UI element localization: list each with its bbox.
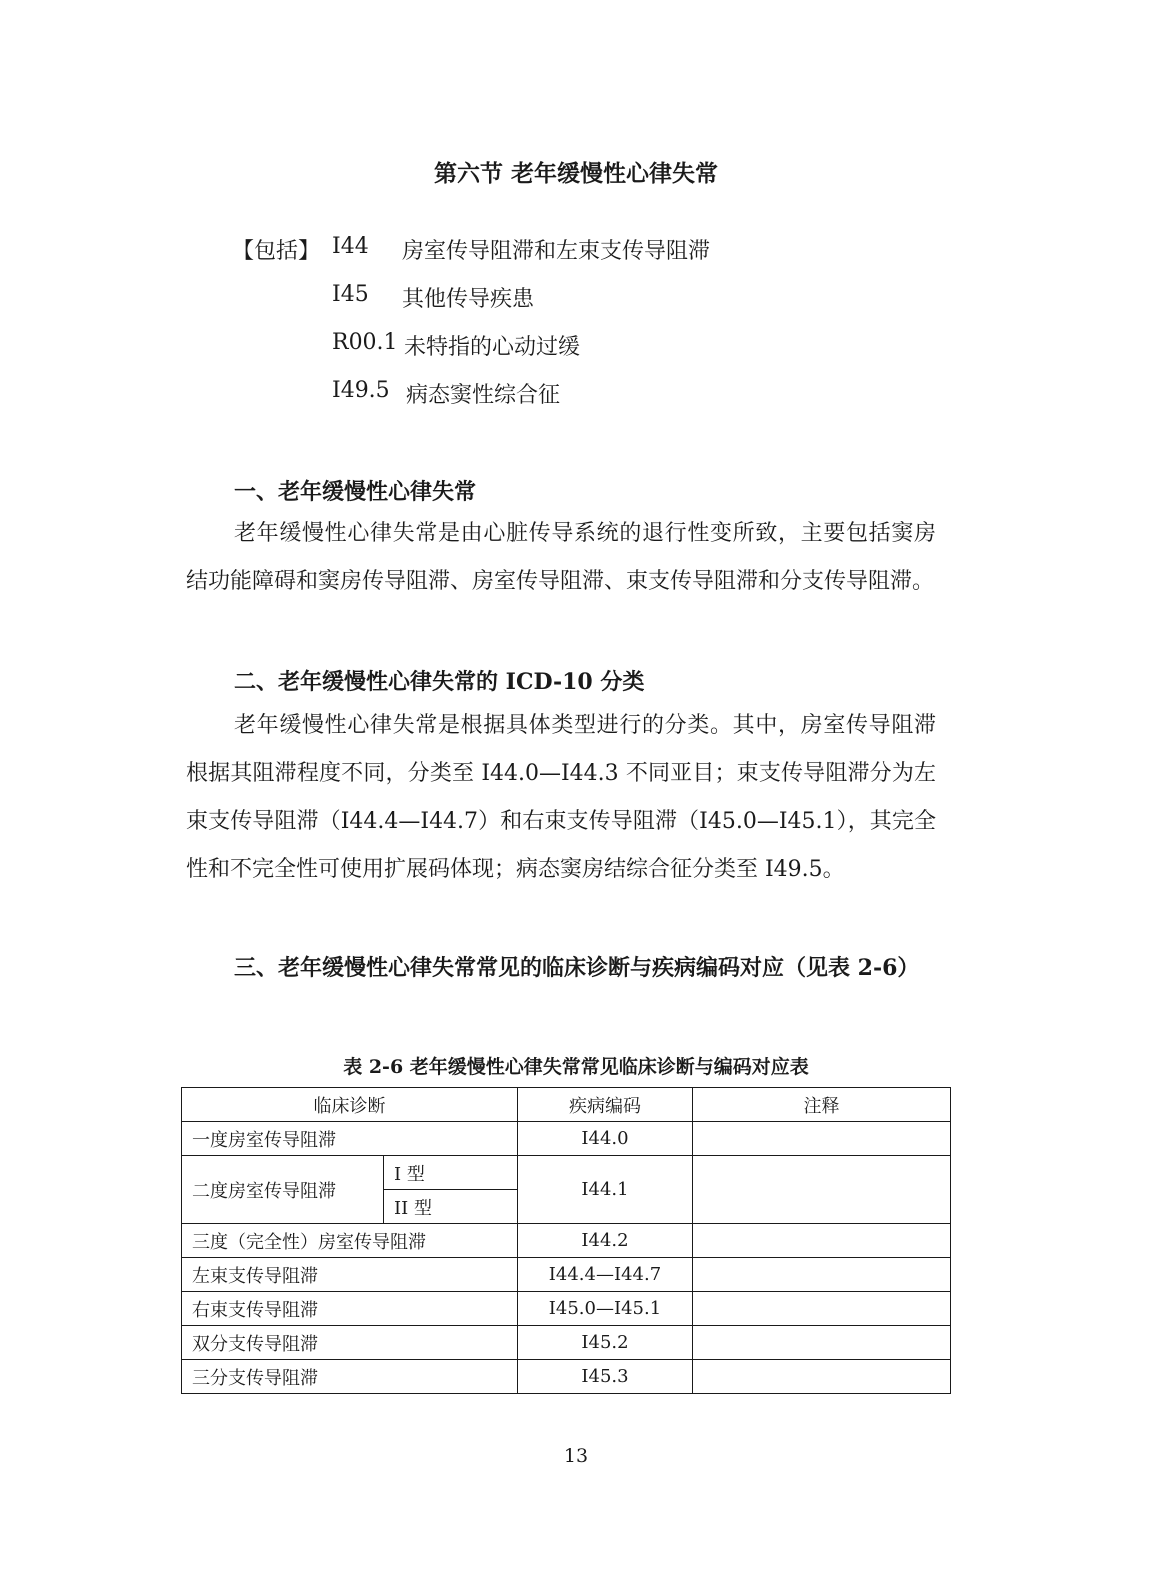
includes-label: 【包括】 [232, 239, 321, 264]
table-row [182, 1156, 951, 1190]
include-code: I45 [332, 282, 369, 307]
note-cell [693, 1156, 951, 1224]
diagnosis-cell: 右束支传导阻滞 [182, 1292, 518, 1326]
code-cell: I44.2 [518, 1224, 693, 1258]
note-cell [693, 1326, 951, 1360]
column-header: 疾病编码 [518, 1088, 693, 1122]
note-cell [693, 1360, 951, 1394]
diagnosis-cell: 双分支传导阻滞 [182, 1326, 518, 1360]
note-cell [693, 1224, 951, 1258]
table-row [182, 1258, 951, 1292]
section-body [186, 702, 936, 894]
include-code: R00.1 [332, 330, 398, 355]
include-description: 其他传导疾患 [402, 287, 535, 312]
code-cell: I45.2 [518, 1326, 693, 1360]
page-title: 第六节 老年缓慢性心律失常 [433, 160, 718, 187]
diagnosis-code-table [181, 1087, 951, 1394]
section-body [186, 510, 936, 606]
subtype-cell: I 型 [384, 1156, 518, 1190]
include-description: 房室传导阻滞和左束支传导阻滞 [402, 239, 711, 264]
include-description: 未特指的心动过缓 [404, 335, 581, 360]
note-cell [693, 1258, 951, 1292]
page-number: 13 [563, 1445, 589, 1467]
table-row [182, 1292, 951, 1326]
section-heading: 三、老年缓慢性心律失常常见的临床诊断与疾病编码对应（见表 2-6） [234, 955, 920, 981]
table-row [182, 1326, 951, 1360]
column-header: 注释 [693, 1088, 951, 1122]
note-cell [693, 1122, 951, 1156]
diagnosis-cell: 二度房室传导阻滞 [182, 1156, 384, 1224]
section-heading: 一、老年缓慢性心律失常 [234, 479, 477, 505]
include-code: I49.5 [332, 378, 390, 403]
table-row [182, 1360, 951, 1394]
include-description: 病态窦性综合征 [406, 383, 561, 408]
column-header: 临床诊断 [182, 1088, 518, 1122]
diagnosis-cell: 三分支传导阻滞 [182, 1360, 518, 1394]
diagnosis-cell: 左束支传导阻滞 [182, 1258, 518, 1292]
table-row [182, 1224, 951, 1258]
code-cell: I44.0 [518, 1122, 693, 1156]
code-cell: I44.1 [518, 1156, 693, 1224]
table-row [182, 1122, 951, 1156]
note-cell [693, 1292, 951, 1326]
code-cell: I45.0—I45.1 [518, 1292, 693, 1326]
code-cell: I45.3 [518, 1360, 693, 1394]
paragraph: 老年缓慢性心律失常是由心脏传导系统的退行性变所致，主要包括窦房结功能障碍和窦房传导阻滞、房室传导阻滞、束支传导阻滞和分支传导阻滞。 [186, 521, 936, 594]
subtype-cell: II 型 [384, 1190, 518, 1224]
diagnosis-cell: 三度（完全性）房室传导阻滞 [182, 1224, 518, 1258]
table-caption: 表 2-6 老年缓慢性心律失常常见临床诊断与编码对应表 [343, 1056, 809, 1078]
code-cell: I44.4—I44.7 [518, 1258, 693, 1292]
include-code: I44 [332, 234, 369, 259]
section-heading: 二、老年缓慢性心律失常的 ICD-10 分类 [234, 669, 645, 695]
diagnosis-cell: 一度房室传导阻滞 [182, 1122, 518, 1156]
paragraph: 老年缓慢性心律失常是根据具体类型进行的分类。其中，房室传导阻滞根据其阻滞程度不同，分类至 I44.0—I44.3 不同亚目；束支传导阻滞分为左束支传导阻滞（I44.4—I44.7）和右束支传导阻滞（I45.0—I45.1），其完全性和不完全性可使用扩展码体现；病态窦房结综合征分类至 I49.5。 [186, 713, 936, 882]
table-header-row [182, 1088, 951, 1122]
